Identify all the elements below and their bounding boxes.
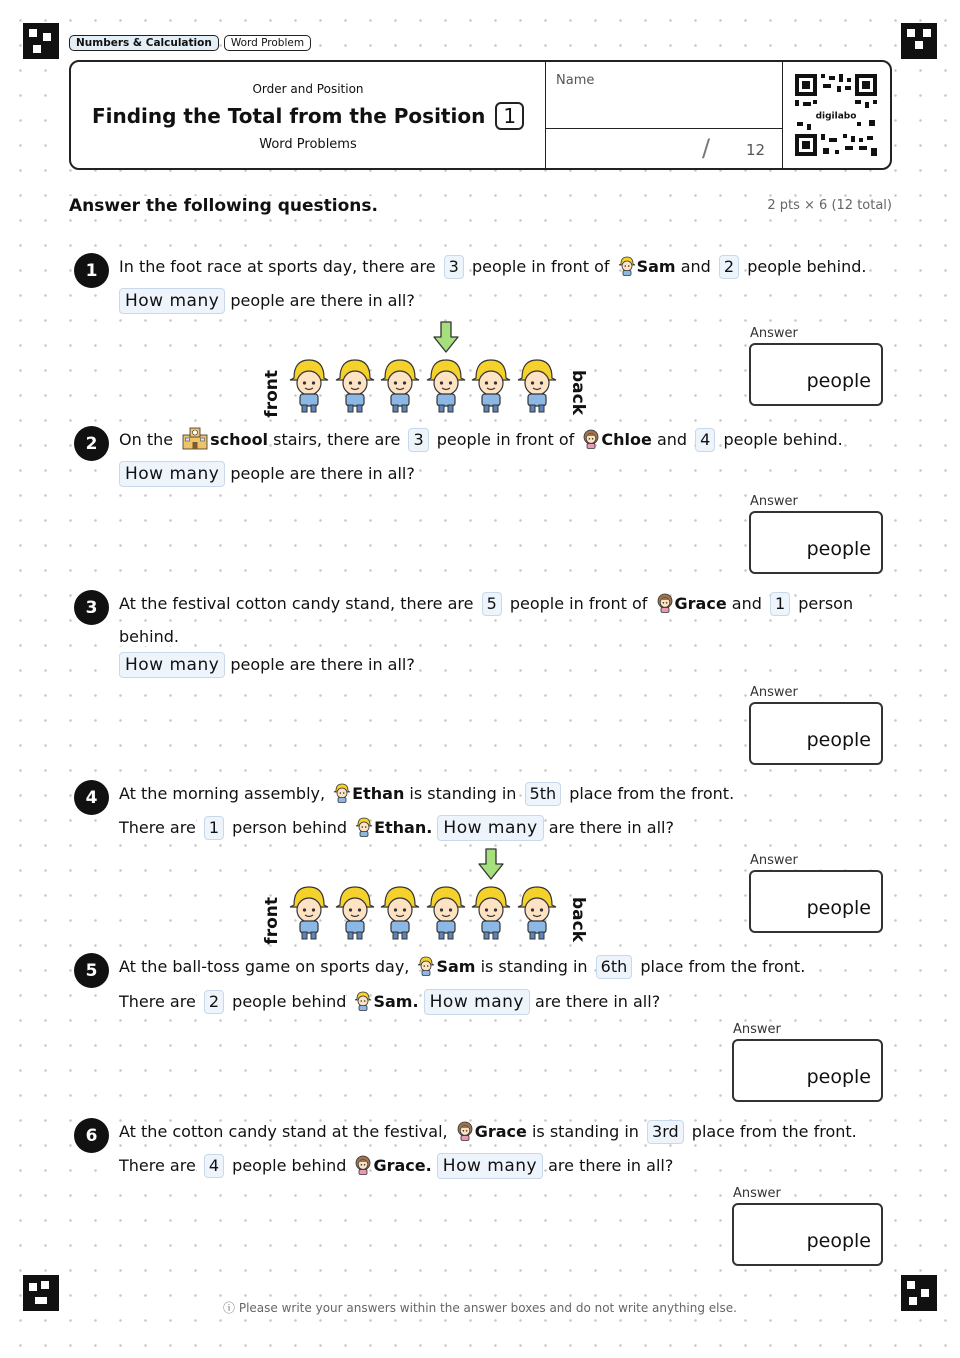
q3-line-1: At the festival cotton candy stand, there are 5 people in front of Grace and 1 person <box>119 590 853 623</box>
q2-count-behind: 4 <box>695 428 715 452</box>
q1-line-1: In the foot race at sports day, there are 3 people in front of Sam and 2 people behind. <box>119 253 866 286</box>
how-many-box: How many <box>437 815 543 841</box>
boy-icon <box>618 255 636 286</box>
unit-label: people <box>806 897 871 919</box>
front-label: front <box>262 897 282 945</box>
how-many-box: How many <box>119 288 225 314</box>
child-figure <box>425 356 467 418</box>
school-icon <box>181 426 209 459</box>
name-divider <box>546 128 782 129</box>
how-many-box: How many <box>119 652 225 678</box>
child-figure <box>334 356 376 418</box>
q6-line-1: At the cotton candy stand at the festival, Grace is standing in 3rd place from the front. <box>119 1118 857 1151</box>
lesson-number: 1 <box>495 102 524 130</box>
child-figure <box>334 883 376 945</box>
q2-place: school <box>210 430 269 449</box>
unit-label: people <box>806 370 871 392</box>
q4-line-1: At the morning assembly, Ethan is standing in 5th place from the front. <box>119 780 734 813</box>
name-label: Name <box>556 73 595 88</box>
q3-line-2: behind. <box>119 627 179 646</box>
answer-label: Answer <box>750 326 798 341</box>
answer-box-4[interactable] <box>749 870 883 933</box>
q6-count-behind: 4 <box>204 1154 224 1178</box>
q1-line-diagram <box>260 318 600 418</box>
q6-line-2: There are 4 people behind Grace. How many are there in all? <box>119 1152 673 1185</box>
corner-marker-top-left <box>23 23 59 59</box>
category-tags <box>69 35 311 51</box>
answer-box-1[interactable] <box>749 343 883 406</box>
back-label: back <box>568 370 588 416</box>
instructions: Answer the following questions. <box>69 196 382 216</box>
girl-icon <box>354 1154 372 1185</box>
q6-position: 3rd <box>647 1120 684 1144</box>
how-many-box: How many <box>424 989 530 1015</box>
child-figure <box>470 356 512 418</box>
child-figure <box>425 883 467 945</box>
answer-label: Answer <box>733 1186 781 1201</box>
q6-name-2: Grace. <box>373 1156 432 1175</box>
qr-label: digilabo <box>815 111 857 122</box>
front-label: front <box>262 370 282 418</box>
girl-icon <box>582 428 600 459</box>
question-number-2: 2 <box>74 426 109 461</box>
answer-label: Answer <box>750 853 798 868</box>
child-figure <box>379 883 421 945</box>
q3-count-front: 5 <box>482 592 502 616</box>
answer-label: Answer <box>733 1022 781 1037</box>
q2-line-2: How many people are there in all? <box>119 460 415 488</box>
q4-line-diagram <box>260 845 600 945</box>
title-block <box>71 62 545 168</box>
unit-label: people <box>806 729 871 751</box>
score-total: 12 <box>746 141 766 159</box>
q4-count-behind: 1 <box>204 816 224 840</box>
tag-type: Word Problem <box>224 35 311 51</box>
boy-icon <box>417 955 435 986</box>
girl-icon <box>456 1120 474 1151</box>
child-figure <box>379 356 421 418</box>
unit-label: people <box>806 1230 871 1252</box>
corner-marker-top-right <box>901 23 937 59</box>
points-info: 2 pts × 6 (12 total) <box>767 198 892 213</box>
q3-name: Grace <box>674 594 727 613</box>
how-many-box: How many <box>119 461 225 487</box>
worksheet-title <box>71 102 545 130</box>
answer-box-2[interactable] <box>749 511 883 574</box>
q4-name: Ethan <box>352 784 405 803</box>
unit-label: people <box>806 538 871 560</box>
q1-count-front: 3 <box>444 255 464 279</box>
child-figure <box>516 356 558 418</box>
question-number-6: 6 <box>74 1118 109 1153</box>
q3-line-3: How many people are there in all? <box>119 651 415 679</box>
child-figure <box>288 356 330 418</box>
unit-subtitle: Order and Position <box>252 82 364 96</box>
q5-name: Sam <box>436 957 476 976</box>
q5-count-behind: 2 <box>204 990 224 1014</box>
child-figure <box>470 883 512 945</box>
score-slash: / <box>702 134 711 162</box>
boy-icon <box>355 816 373 847</box>
question-number-3: 3 <box>74 590 109 625</box>
answer-label: Answer <box>750 494 798 509</box>
q5-line-1: At the ball-toss game on sports day, Sam is standing in 6th place from the front. <box>119 953 805 986</box>
answer-box-5[interactable] <box>732 1039 883 1102</box>
down-arrow-icon <box>477 847 505 885</box>
boy-icon <box>354 990 372 1021</box>
q2-count-front: 3 <box>408 428 428 452</box>
answer-box-6[interactable] <box>732 1203 883 1266</box>
footer-note: ⓘ Please write your answers within the answer boxes and do not write anything else. <box>223 1301 737 1315</box>
back-label: back <box>568 897 588 943</box>
child-figure <box>516 883 558 945</box>
q3-count-behind: 1 <box>770 592 790 616</box>
q6-name: Grace <box>474 1122 527 1141</box>
tag-category: Numbers & Calculation <box>69 35 219 51</box>
answer-box-3[interactable] <box>749 702 883 765</box>
q5-position: 6th <box>596 955 633 979</box>
q2-name: Chloe <box>601 430 652 449</box>
q1-line-2: How many people are there in all? <box>119 287 415 315</box>
q1-count-behind: 2 <box>719 255 739 279</box>
qr-code <box>793 72 879 158</box>
q4-position: 5th <box>525 782 562 806</box>
q2-line-1: On the school stairs, there are 3 people in front of Chloe and 4 people behind. <box>119 426 843 459</box>
question-number-1: 1 <box>74 253 109 288</box>
girl-icon <box>656 592 674 623</box>
q4-line-2: There are 1 person behind Ethan. How many are there in all? <box>119 814 674 847</box>
q4-name-2: Ethan. <box>374 818 433 837</box>
question-number-4: 4 <box>74 780 109 815</box>
down-arrow-icon <box>432 320 460 358</box>
unit-label: people <box>806 1066 871 1088</box>
name-score-area <box>545 62 783 168</box>
how-many-box: How many <box>437 1153 543 1179</box>
answer-label: Answer <box>750 685 798 700</box>
q5-line-2: There are 2 people behind Sam. How many are there in all? <box>119 988 660 1021</box>
q1-name: Sam <box>636 257 676 276</box>
worksheet-subtitle: Word Problems <box>259 137 357 152</box>
title-text: Finding the Total from the Position <box>91 104 486 128</box>
child-figure <box>288 883 330 945</box>
worksheet-header <box>69 60 892 170</box>
q5-name-2: Sam. <box>373 992 419 1011</box>
question-number-5: 5 <box>74 953 109 988</box>
boy-icon <box>333 782 351 813</box>
